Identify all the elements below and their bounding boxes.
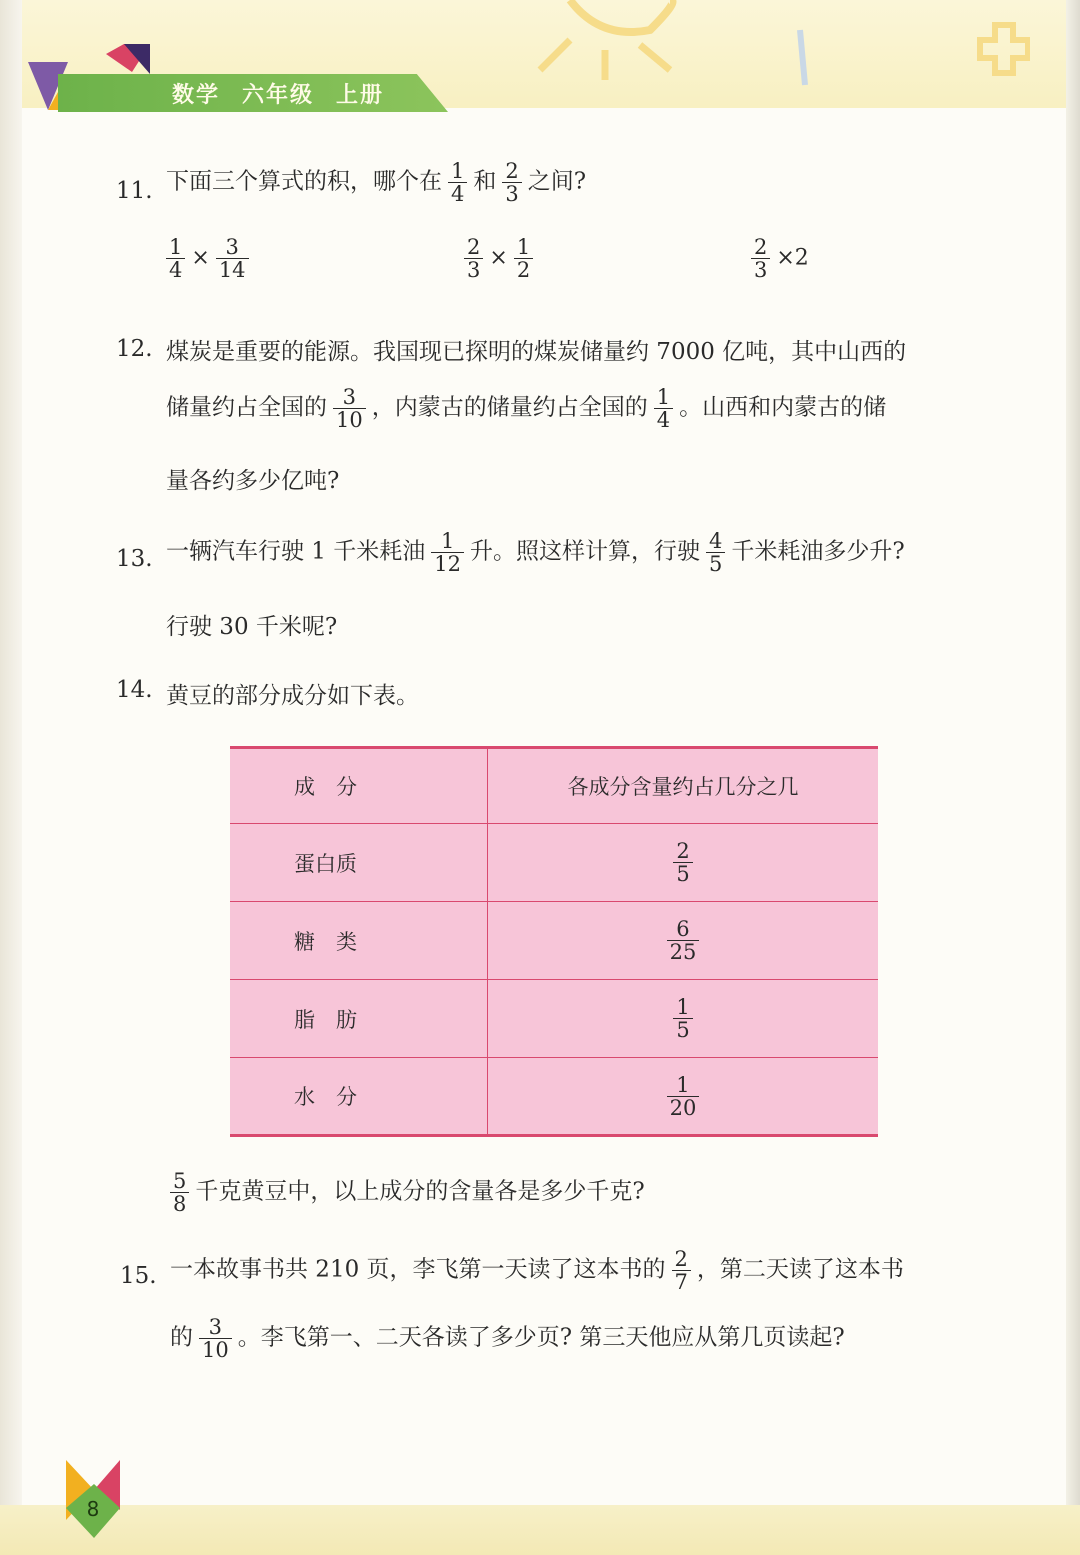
nutrition-table (230, 746, 878, 1137)
table-row (230, 1058, 878, 1136)
table-cell: 水 分 (230, 1058, 488, 1136)
table-header-cell: 成 分 (230, 748, 488, 824)
q13-line-2: 行驶 30 千米呢? (166, 614, 338, 640)
q15-number: 15. (120, 1263, 157, 1289)
q14-text: 黄豆的部分成分如下表。 (166, 683, 419, 709)
table-cell: 糖 类 (230, 902, 488, 980)
q15-line-2: 的 $\frac{3}{10}$ 。李飞第一、二天各读了多少页? 第三天他应从第几页读起? (170, 1315, 845, 1362)
book-spine-edge (0, 0, 22, 1555)
q13-number: 13. (116, 546, 153, 572)
q14-followup: $\frac{5}{8}$ 千克黄豆中，以上成分的含量各是多少千克? (164, 1170, 645, 1215)
fraction: $\frac{1}{4}$ (448, 160, 467, 205)
subject-label: 数学 (172, 83, 221, 108)
q11-expression-2: $\frac{2}{3}$ × $\frac{1}{2}$ (458, 236, 539, 281)
q11-expression-1: $\frac{1}{4}$ × $\frac{3}{14}$ (160, 236, 255, 281)
q11-number: 11. (116, 178, 153, 204)
q11-expression-3: $\frac{2}{3}$ ×2 (745, 236, 809, 281)
volume-label: 上册 (336, 83, 385, 108)
q12-number: 12. (116, 336, 153, 362)
table-cell: 脂 肪 (230, 980, 488, 1058)
book-title (172, 78, 406, 109)
table-row (230, 902, 878, 980)
sun-decoration-icon (510, 0, 1030, 108)
q12-line-2: 储量约占全国的 $\frac{3}{10}$ ，内蒙古的储量约占全国的 $\frac{1}{4}$ 。山西和内蒙古的储 (166, 385, 887, 432)
page-right-edge (1066, 0, 1080, 1555)
q14-number: 14. (116, 677, 153, 703)
table-row (230, 824, 878, 902)
q12-line-3: 量各约多少亿吨? (166, 468, 340, 494)
table-cell: $\frac{6}{25}$ (488, 902, 879, 980)
fraction: $\frac{2}{3}$ (502, 160, 521, 205)
table-cell: $\frac{1}{20}$ (488, 1058, 879, 1136)
q12-line-1: 煤炭是重要的能源。我国现已探明的煤炭储量约 7000 亿吨，其中山西的 (166, 339, 907, 365)
q13-line-1: 一辆汽车行驶 1 千米耗油 $\frac{1}{12}$ 升。照这样计算，行驶 $\frac{4}{5}$ 千米耗油多少升? (166, 529, 905, 576)
table-cell: $\frac{1}{5}$ (488, 980, 879, 1058)
grade-label: 六年级 (242, 83, 315, 108)
q11-text: 下面三个算式的积，哪个在 $\frac{1}{4}$ 和 $\frac{2}{3}$ 之间? (166, 159, 587, 206)
table-header-cell: 各成分含量约占几分之几 (488, 748, 879, 824)
table-header-row (230, 748, 878, 824)
page-number: 8 (86, 1497, 100, 1521)
table-cell: 蛋白质 (230, 824, 488, 902)
footer-band (0, 1505, 1080, 1555)
table-cell: $\frac{2}{5}$ (488, 824, 879, 902)
table-row (230, 980, 878, 1058)
q15-line-1: 一本故事书共 210 页，李飞第一天读了这本书的 $\frac{2}{7}$ ，第二天读了这本书 (170, 1247, 904, 1294)
